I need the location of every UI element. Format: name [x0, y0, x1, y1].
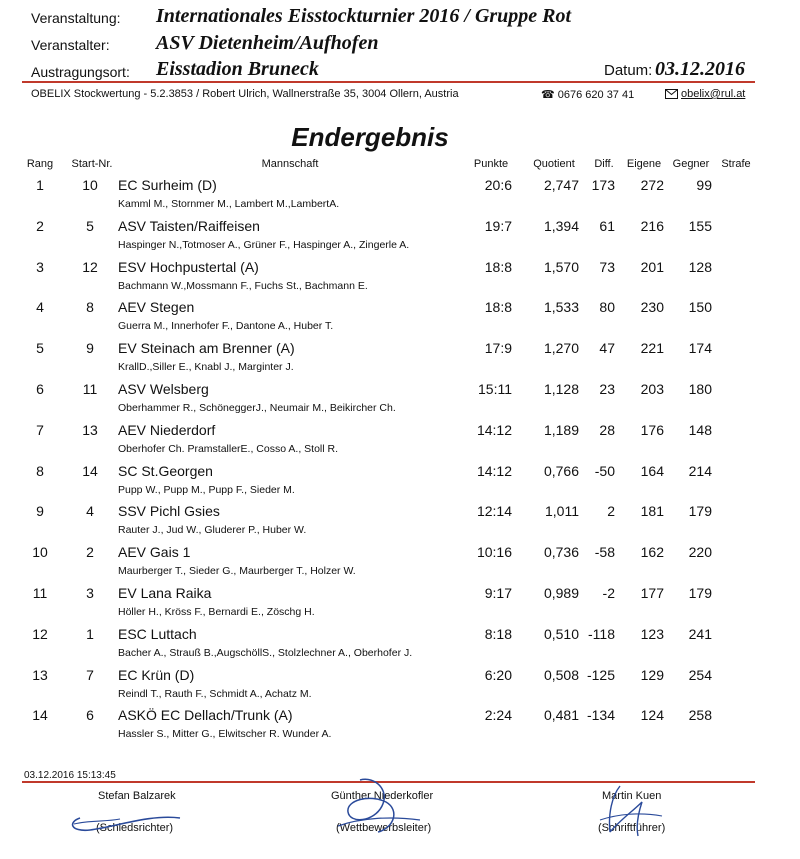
table-row: [0, 503, 800, 544]
own-score-cell: 230: [640, 299, 664, 316]
diff-cell: 2: [607, 503, 615, 520]
diff-cell: -125: [586, 666, 615, 683]
own-score-cell: 123: [640, 625, 664, 642]
table-row: [0, 667, 800, 708]
opponent-score-cell: 180: [688, 381, 712, 397]
team-name: ASKÖ EC Dellach/Trunk (A): [118, 707, 293, 724]
rank-cell: 9: [36, 503, 44, 520]
start-number-cell: 6: [86, 707, 94, 724]
own-score-cell: 203: [640, 381, 664, 397]
col-opponent: Gegner: [672, 158, 710, 170]
start-number-cell: 11: [82, 381, 98, 397]
start-number-cell: 14: [82, 462, 98, 479]
player-list: Reindl T., Rauth F., Schmidt A., Achatz M.: [118, 687, 312, 700]
player-list: KrallD.,Siller E., Knabl J., Marginter J.: [118, 361, 294, 374]
rank-cell: 14: [32, 707, 48, 724]
rank-cell: 2: [36, 217, 44, 234]
opponent-score-cell: 179: [688, 503, 712, 520]
player-list: Maurberger T., Sieder G., Maurberger T., Holzer W.: [118, 565, 356, 578]
opponent-score-cell: 241: [688, 625, 712, 642]
table-row: [0, 340, 800, 381]
points-cell: 2:24: [484, 707, 512, 724]
player-list: Haspinger N.,Totmoser A., Grüner F., Haspinger A., Zingerle A.: [118, 238, 410, 251]
secretary-name: Martin Kuen: [602, 790, 662, 802]
team-name: SSV Pichl Gsies: [118, 503, 220, 520]
opponent-score-cell: 258: [688, 707, 712, 724]
date-label: Datum:: [604, 62, 653, 79]
director-role: (Wettbewerbsleiter): [336, 822, 432, 834]
start-number-cell: 4: [86, 503, 94, 520]
start-number-cell: 5: [86, 217, 94, 234]
own-score-cell: 129: [640, 666, 664, 683]
points-cell: 14:12: [476, 421, 512, 438]
start-number-cell: 12: [82, 258, 98, 275]
diff-cell: -118: [588, 625, 615, 642]
own-score-cell: 201: [640, 258, 664, 275]
own-score-cell: 272: [640, 177, 664, 193]
quotient-cell: 0,481: [543, 707, 579, 724]
own-score-cell: 162: [640, 544, 664, 561]
own-score-cell: 176: [640, 421, 664, 438]
player-list: Oberhammer R., SchöneggerJ., Neumair M., Beikircher Ch.: [118, 402, 396, 414]
page-title: Endergebnis: [291, 122, 449, 152]
quotient-cell: 1,128: [543, 381, 579, 397]
table-row: [0, 259, 800, 300]
team-name: ESV Hochpustertal (A): [118, 258, 259, 275]
opponent-score-cell: 174: [688, 340, 712, 357]
envelope-icon: [665, 89, 678, 99]
quotient-cell: 2,747: [543, 177, 579, 193]
quotient-cell: 0,989: [543, 585, 579, 601]
col-rank: Rang: [26, 158, 54, 170]
quotient-cell: 1,570: [543, 258, 579, 275]
col-own: Eigene: [626, 158, 662, 170]
rank-cell: 7: [36, 421, 44, 438]
rank-cell: 6: [36, 381, 44, 397]
team-name: EV Steinach am Brenner (A): [118, 340, 295, 357]
event-value: Internationales Eisstockturnier 2016 / Gruppe Rot: [156, 5, 572, 27]
start-number-cell: 10: [82, 177, 98, 193]
table-row: [0, 707, 800, 748]
opponent-score-cell: 214: [688, 462, 712, 479]
quotient-cell: 1,011: [545, 503, 579, 520]
quotient-cell: 1,270: [543, 340, 579, 357]
venue-value: Eisstadion Bruneck: [156, 58, 319, 80]
points-cell: 9:17: [484, 585, 512, 601]
rank-cell: 5: [36, 340, 44, 357]
team-name: ESC Luttach: [118, 625, 197, 642]
phone-number: ☎ 0676 620 37 41: [541, 89, 635, 101]
referee-role: (Schiedsrichter): [96, 822, 174, 834]
start-number-cell: 2: [86, 544, 94, 561]
own-score-cell: 216: [640, 217, 664, 234]
diff-cell: 28: [599, 421, 615, 438]
table-row: [0, 585, 800, 626]
quotient-cell: 0,508: [543, 666, 579, 683]
table-row: [0, 422, 800, 463]
diff-cell: -134: [586, 707, 615, 724]
player-list: Oberhofer Ch. PramstallerE., Cosso A., Stoll R.: [118, 442, 338, 455]
table-row: [0, 299, 800, 340]
team-name: EC Krün (D): [118, 666, 195, 683]
quotient-cell: 0,766: [543, 462, 579, 479]
organizer-label: Veranstalter:: [31, 37, 110, 53]
opponent-score-cell: 254: [688, 666, 712, 683]
diff-cell: 73: [599, 258, 615, 275]
diff-cell: -2: [602, 585, 615, 601]
opponent-score-cell: 128: [688, 258, 712, 275]
start-number-cell: 1: [86, 625, 94, 642]
date-value: 03.12.2016: [655, 58, 745, 80]
col-diff: Diff.: [594, 158, 614, 170]
team-name: AEV Stegen: [118, 299, 195, 316]
secretary-role: (Schriftführer): [598, 822, 666, 834]
quotient-cell: 0,510: [543, 625, 579, 642]
diff-cell: 80: [599, 299, 615, 316]
rank-cell: 3: [36, 258, 44, 275]
rank-cell: 12: [32, 625, 48, 642]
own-score-cell: 177: [640, 585, 664, 601]
team-name: ASV Taisten/Raiffeisen: [118, 217, 260, 234]
rank-cell: 11: [32, 585, 48, 601]
table-row: [0, 463, 800, 504]
player-list: Bachmann W.,Mossmann F., Fuchs St., Bachmann E.: [118, 279, 368, 292]
opponent-score-cell: 179: [688, 585, 712, 601]
player-list: Guerra M., Innerhofer F., Dantone A., Huber T.: [118, 320, 334, 333]
organizer-value: ASV Dietenheim/Aufhofen: [156, 32, 379, 54]
opponent-score-cell: 99: [696, 177, 712, 193]
venue-label: Austragungsort:: [31, 64, 130, 80]
own-score-cell: 181: [640, 503, 664, 520]
rank-cell: 13: [32, 666, 48, 683]
start-number-cell: 8: [86, 299, 94, 316]
own-score-cell: 164: [640, 462, 664, 479]
team-name: AEV Niederdorf: [118, 421, 216, 438]
rank-cell: 10: [32, 544, 48, 561]
points-cell: 15:11: [478, 381, 512, 397]
start-number-cell: 13: [82, 421, 98, 438]
points-cell: 19:7: [484, 217, 512, 234]
email-link[interactable]: obelix@rul.at: [681, 88, 746, 100]
player-list: Pupp W., Pupp M., Pupp F., Sieder M.: [118, 483, 295, 496]
player-list: Rauter J., Jud W., Gluderer P., Huber W.: [118, 524, 307, 537]
player-list: Bacher A., Strauß B.,AugschöllS., Stolzlechner A., Oberhofer J.: [118, 646, 413, 659]
points-cell: 17:9: [484, 340, 512, 357]
opponent-score-cell: 148: [688, 421, 712, 438]
quotient-cell: 1,394: [543, 217, 579, 234]
points-cell: 14:12: [476, 462, 512, 479]
team-name: AEV Gais 1: [118, 544, 191, 561]
start-number-cell: 3: [86, 585, 94, 601]
print-timestamp: 03.12.2016 15:13:45: [24, 770, 116, 781]
col-start: Start-Nr.: [71, 158, 113, 170]
col-penalty: Strafe: [721, 158, 751, 170]
quotient-cell: 1,189: [543, 421, 579, 438]
rank-cell: 4: [36, 299, 44, 316]
referee-name: Stefan Balzarek: [98, 790, 176, 802]
software-info: OBELIX Stockwertung - 5.2.3853 / Robert Ulrich, Wallnerstraße 35, 3004 Ollern, Austria: [31, 88, 459, 100]
rank-cell: 1: [36, 177, 44, 193]
director-signature: [320, 772, 440, 842]
diff-cell: -58: [594, 544, 615, 561]
start-number-cell: 9: [86, 340, 94, 357]
table-row: [0, 177, 800, 218]
player-list: Höller H., Kröss F., Bernardi E., Zöschg H.: [118, 606, 315, 618]
team-name: SC St.Georgen: [118, 462, 213, 479]
own-score-cell: 124: [640, 707, 664, 724]
secretary-signature: [590, 780, 680, 842]
points-cell: 10:16: [476, 544, 512, 561]
director-name: Günther Niederkofler: [331, 790, 434, 802]
player-list: Hassler S., Mitter G., Elwitscher R. Wunder A.: [118, 728, 332, 741]
opponent-score-cell: 155: [688, 217, 712, 234]
diff-cell: 61: [599, 217, 615, 234]
col-points: Punkte: [473, 158, 509, 170]
diff-cell: -50: [594, 462, 615, 479]
table-row: [0, 626, 800, 667]
referee-signature: [60, 800, 200, 840]
table-row: [0, 218, 800, 259]
col-team: Mannschaft: [261, 158, 319, 170]
points-cell: 20:6: [484, 177, 512, 193]
player-list: Kamml M., Stornmer M., Lambert M.,LambertA.: [118, 198, 340, 210]
table-row: [0, 544, 800, 585]
event-label: Veranstaltung:: [31, 10, 121, 26]
points-cell: 18:8: [484, 258, 512, 275]
points-cell: 18:8: [484, 299, 512, 316]
quotient-cell: 1,533: [543, 299, 579, 316]
points-cell: 6:20: [484, 666, 512, 683]
own-score-cell: 221: [640, 340, 664, 357]
opponent-score-cell: 220: [688, 544, 712, 561]
diff-cell: 173: [591, 177, 615, 193]
team-name: EC Surheim (D): [118, 177, 217, 193]
points-cell: 12:14: [476, 503, 512, 520]
start-number-cell: 7: [86, 666, 94, 683]
points-cell: 8:18: [484, 625, 512, 642]
col-quotient: Quotient: [533, 158, 575, 170]
header-divider: [22, 81, 755, 83]
table-row: [0, 381, 800, 422]
diff-cell: 23: [599, 381, 615, 397]
opponent-score-cell: 150: [688, 299, 712, 316]
team-name: ASV Welsberg: [118, 381, 209, 397]
team-name: EV Lana Raika: [118, 585, 212, 601]
rank-cell: 8: [36, 462, 44, 479]
quotient-cell: 0,736: [543, 544, 579, 561]
diff-cell: 47: [599, 340, 615, 357]
